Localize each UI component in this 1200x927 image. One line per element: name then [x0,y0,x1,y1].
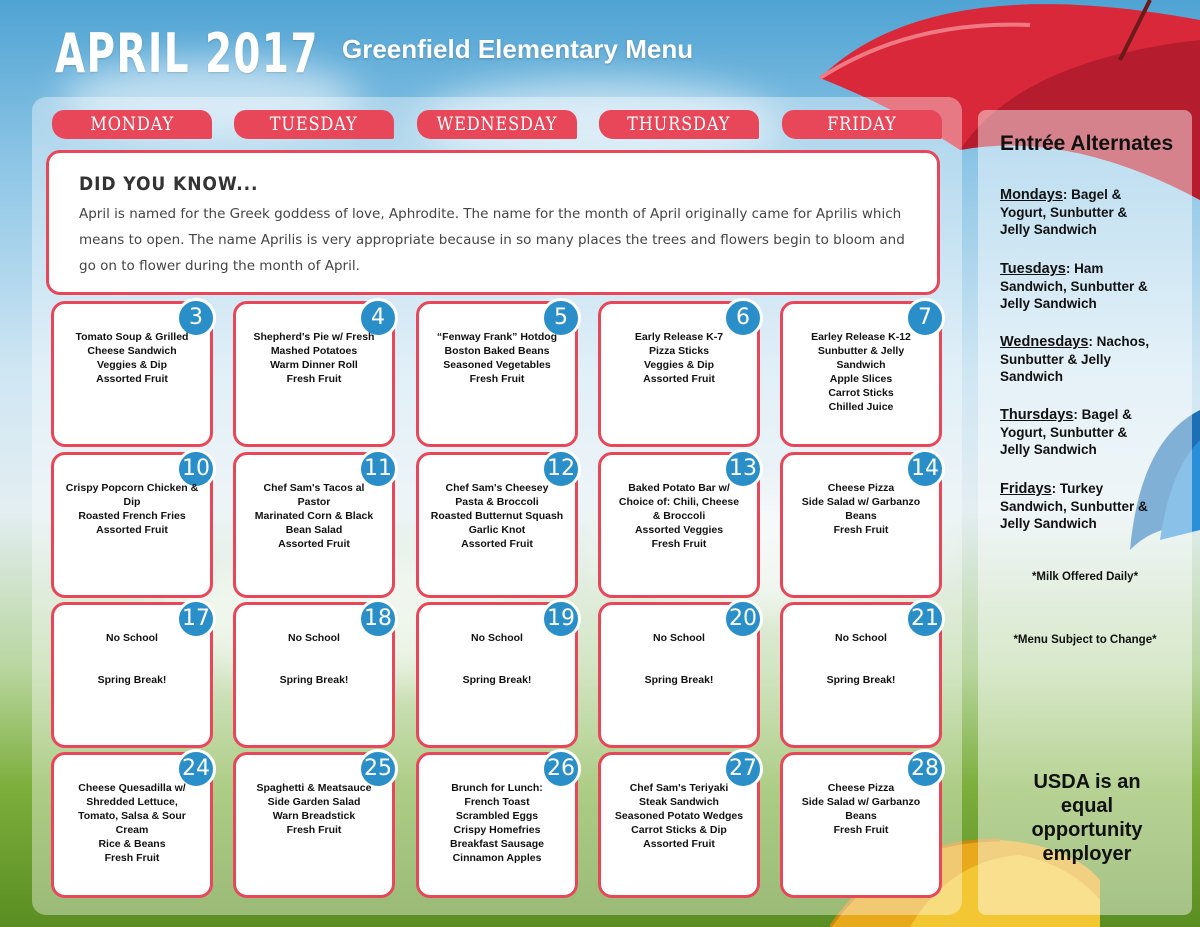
menu-item: French Toast [464,796,530,808]
menu-item: Sunbutter & Jelly [817,345,905,357]
menu-item: Garlic Knot [468,524,526,536]
did-you-know-text: April is named for the Greek goddess of love, Aphrodite. The name for the month of April originally came for Aprilis which means to open. The name Aprilis is very appropriate because in so many places the trees and flowers begin to bloom and go on to flower during the month of April. [79,206,905,274]
menu-item: Seasoned Potato Wedges [614,810,744,822]
menu-items [787,481,935,537]
menu-item: Side Garden Salad [267,796,361,808]
menu-item: Chef Sam's Tacos al [263,482,365,494]
menu-item: Tomato, Salsa & Sour [78,810,186,822]
menu-item: Sandwich [836,359,886,371]
menu-item: Pizza Sticks [648,345,710,357]
alternate-tuesday: Tuesdays: Ham Sandwich, Sunbutter & Jelly Sandwich [1000,261,1148,311]
date-badge: 21 [905,599,945,639]
day-cell [780,602,942,748]
menu-item: “Fenway Frank” Hotdog [436,331,558,343]
menu-items [240,631,388,687]
day-header-monday: MONDAY [52,110,212,139]
day-header-tuesday: TUESDAY [234,110,394,139]
menu-item: Assorted Fruit [278,538,350,550]
date-badge: 3 [176,298,216,338]
menu-item: Carrot Sticks [828,387,894,399]
menu-item: Baked Potato Bar w/ [628,482,730,494]
menu-item: Pasta & Broccoli [455,496,539,508]
menu-item: Steak Sandwich [639,796,719,808]
menu-items [787,631,935,687]
menu-items [423,330,571,386]
menu-items [58,781,206,865]
date-badge: 18 [358,599,398,639]
menu-item [423,645,571,673]
day-header-thursday: THURSDAY [599,110,759,139]
menu-item: Boston Baked Beans [444,345,550,357]
menu-item: Spring Break! [279,674,349,686]
alternate-thursday: Thursdays: Bagel & Yogurt, Sunbutter & Jelly Sandwich [1000,407,1132,457]
menu-item: Tomato Soup & Grilled [75,331,189,343]
menu-item: Fresh Fruit [286,824,342,836]
did-you-know-title: DID YOU KNOW... [79,173,259,195]
menu-item: Bean Salad [285,524,343,536]
alternates-title: Entrée Alternates [1000,132,1174,155]
menu-item: Apple Slices [829,373,893,385]
menu-items [423,481,571,551]
date-badge: 5 [541,298,581,338]
day-cell [416,602,578,748]
menu-item: Cheese Pizza [827,782,895,794]
menu-items [58,330,206,386]
menu-item: Fresh Fruit [833,524,889,536]
menu-items [605,481,753,551]
menu-item: Warm Dinner Roll [270,359,358,371]
alternate-wednesday: Wednesdays: Nachos, Sunbutter & Jelly Sandwich [1000,334,1150,384]
menu-item: Cheese Quesadilla w/ [78,782,186,794]
menu-item: Beans [845,510,877,522]
menu-items [240,330,388,386]
date-badge: 12 [541,449,581,489]
menu-item: Side Salad w/ Garbanzo [801,796,921,808]
menu-item: Spring Break! [97,674,167,686]
milk-note: *Milk Offered Daily* [1031,571,1139,583]
day-cell [51,452,213,598]
menu-item: Assorted Fruit [643,838,715,850]
menu-item: Choice of: Chili, Cheese [618,496,740,508]
menu-item: & Broccoli [652,510,706,522]
menu-item: No School [471,632,523,644]
menu-item: Fresh Fruit [469,373,525,385]
menu-item: Spaghetti & Meatsauce [256,782,372,794]
day-cell [51,602,213,748]
menu-item: Spring Break! [644,674,714,686]
day-cell [233,752,395,898]
menu-item: Chef Sam's Cheesey [445,482,549,494]
date-badge: 11 [358,449,398,489]
menu-item: Assorted Fruit [643,373,715,385]
menu-item: No School [653,632,705,644]
day-cell [416,452,578,598]
menu-item: Assorted Fruit [461,538,533,550]
menu-item: Carrot Sticks & Dip [631,824,727,836]
day-cell [416,752,578,898]
menu-items [787,330,935,414]
menu-item: Chef Sam's Teriyaki [629,782,729,794]
date-badge: 20 [723,599,763,639]
menu-item [787,645,935,673]
menu-item [58,645,206,673]
menu-item: Cheese Sandwich [87,345,177,357]
menu-item: Mashed Potatoes [270,345,358,357]
menu-item: Fresh Fruit [104,852,160,864]
menu-item: No School [288,632,340,644]
menu-item: Earley Release K-12 [811,331,911,343]
menu-items [240,781,388,837]
menu-item: Veggies & Dip [96,359,168,371]
day-cell [780,301,942,447]
menu-item: Warn Breadstick [272,810,356,822]
alternate-monday: Mondays: Bagel & Yogurt, Sunbutter & Jelly Sandwich [1000,187,1128,237]
menu-item: Crispy Popcorn Chicken & [65,482,199,494]
date-badge: 4 [358,298,398,338]
menu-item: Seasoned Vegetables [443,359,551,371]
menu-item: Spring Break! [826,674,896,686]
day-cell [598,452,760,598]
menu-item: Scrambled Eggs [455,810,539,822]
day-header-friday: FRIDAY [782,110,942,139]
date-badge: 27 [723,749,763,789]
day-cell [598,752,760,898]
day-cell [233,452,395,598]
menu-items [605,330,753,386]
date-badge: 25 [358,749,398,789]
date-badge: 19 [541,599,581,639]
did-you-know-box [46,150,940,295]
menu-items [58,481,206,537]
menu-item: Pastor [297,496,331,508]
menu-item: Assorted Fruit [96,373,168,385]
date-badge: 28 [905,749,945,789]
menu-item: Shredded Lettuce, [86,796,178,808]
page-title: APRIL 2017 [55,22,319,85]
date-badge: 6 [723,298,763,338]
day-cell [598,602,760,748]
day-cell [51,752,213,898]
menu-items [58,631,206,687]
menu-items [240,481,388,551]
day-cell [416,301,578,447]
menu-item: Brunch for Lunch: [451,782,543,794]
menu-item: Cheese Pizza [827,482,895,494]
menu-change-note: *Menu Subject to Change* [1013,634,1157,646]
menu-item: Veggies & Dip [643,359,715,371]
date-badge: 13 [723,449,763,489]
menu-items [423,631,571,687]
date-badge: 24 [176,749,216,789]
menu-item: Rice & Beans [98,838,166,850]
date-badge: 14 [905,449,945,489]
day-cell [598,301,760,447]
menu-item: Side Salad w/ Garbanzo [801,496,921,508]
date-badge: 17 [176,599,216,639]
date-badge: 26 [541,749,581,789]
menu-item: Spring Break! [462,674,532,686]
menu-item: Fresh Fruit [833,824,889,836]
menu-items [605,631,753,687]
menu-item: Assorted Fruit [96,524,168,536]
day-cell [233,602,395,748]
day-cell [233,301,395,447]
menu-item: Cinnamon Apples [452,852,542,864]
menu-item: Fresh Fruit [286,373,342,385]
date-badge: 7 [905,298,945,338]
menu-item: No School [106,632,158,644]
menu-item: Chilled Juice [828,401,894,413]
menu-items [787,781,935,837]
menu-items [605,781,753,851]
menu-item: Fresh Fruit [651,538,707,550]
usda-statement: USDA is an equal opportunity employer [1031,771,1143,865]
day-cell [51,301,213,447]
menu-item [240,645,388,673]
day-cell [780,452,942,598]
menu-item: Early Release K-7 [634,331,724,343]
day-header-wednesday: WEDNESDAY [417,110,577,139]
school-title: Greenfield Elementary Menu [342,34,694,64]
date-badge: 10 [176,449,216,489]
alternate-friday: Fridays: Turkey Sandwich, Sunbutter & Jelly Sandwich [1000,481,1148,531]
menu-item: Marinated Corn & Black [254,510,374,522]
day-cell [780,752,942,898]
menu-item: Shepherd's Pie w/ Fresh [253,331,375,343]
menu-item: Roasted French Fries [78,510,186,522]
menu-item: Beans [845,810,877,822]
menu-items [423,781,571,865]
menu-item: Dip [123,496,141,508]
menu-item: Cream [115,824,149,836]
menu-item: Assorted Veggies [634,524,724,536]
menu-item: No School [835,632,887,644]
menu-item: Roasted Butternut Squash [430,510,564,522]
menu-item [605,645,753,673]
menu-item: Breakfast Sausage [450,838,544,850]
menu-item: Crispy Homefries [453,824,541,836]
